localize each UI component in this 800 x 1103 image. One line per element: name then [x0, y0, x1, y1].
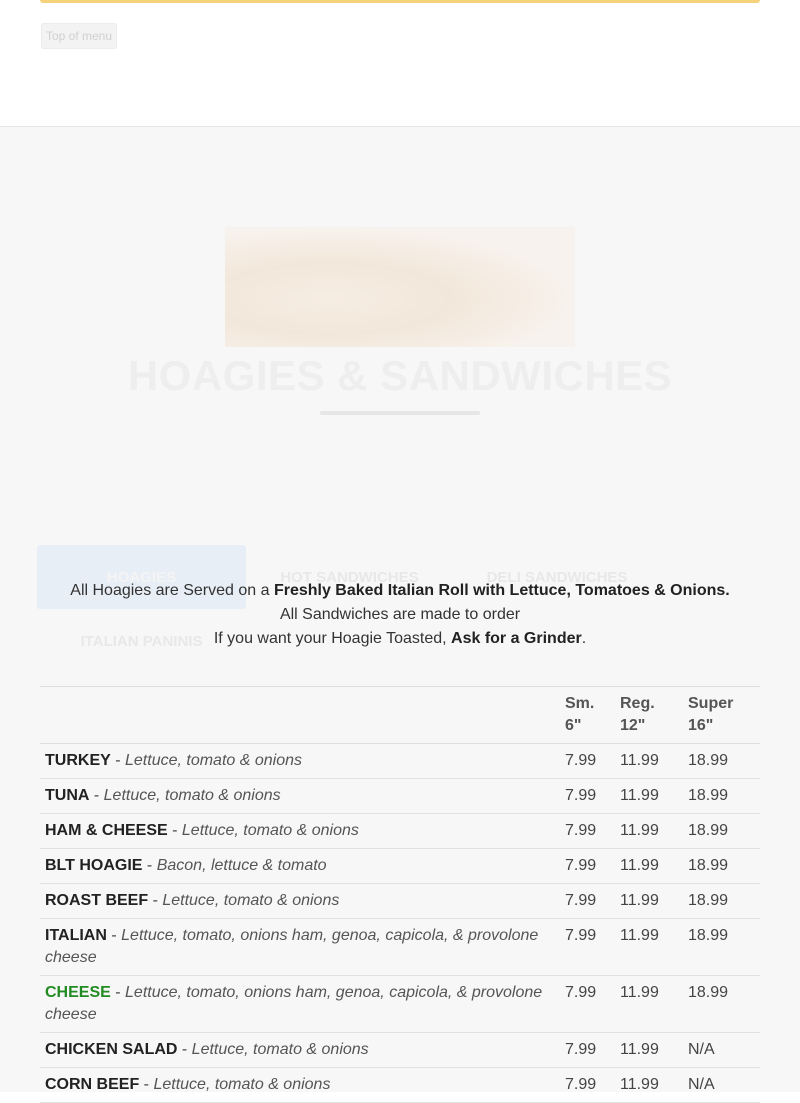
- item-cell: [40, 1033, 560, 1068]
- price-small: 7.99: [560, 884, 615, 919]
- item-name: TUNA: [45, 787, 90, 804]
- table-row: [40, 919, 760, 976]
- price-regular: 11.99: [615, 779, 683, 814]
- price-regular: 11.99: [615, 814, 683, 849]
- item-cell: [40, 814, 560, 849]
- item-separator: -: [142, 857, 157, 874]
- title-divider: [320, 411, 480, 415]
- price-small: 7.99: [560, 849, 615, 884]
- info-line-toasted: [0, 630, 800, 648]
- hero-image: [225, 227, 575, 347]
- item-description: Lettuce, tomato & onions: [191, 1041, 369, 1058]
- column-header-super: Super 16": [683, 687, 760, 744]
- table-row: [40, 884, 760, 919]
- price-super: 18.99: [683, 849, 760, 884]
- tab-hot-sandwiches[interactable]: HOT SANDWICHES: [280, 568, 419, 586]
- price-regular: 11.99: [615, 1068, 683, 1103]
- item-separator: -: [110, 984, 126, 1001]
- item-name: TURKEY: [45, 752, 111, 769]
- info-bold-text: Ask for a Grinder: [451, 630, 582, 647]
- info-text: All Sandwiches are made to order: [279, 606, 521, 623]
- price-super: 18.99: [683, 919, 760, 976]
- item-cell: [40, 976, 560, 1033]
- tab-hoagies[interactable]: HOAGIES: [37, 545, 246, 609]
- item-name: CHICKEN SALAD: [45, 1041, 178, 1058]
- table-header-row: [40, 687, 760, 744]
- price-regular: 11.99: [615, 744, 683, 779]
- item-name: CORN BEEF: [45, 1076, 140, 1093]
- item-description: Lettuce, tomato & onions: [162, 892, 340, 909]
- price-regular: 11.99: [615, 884, 683, 919]
- item-name: ROAST BEEF: [45, 892, 149, 909]
- price-small: 7.99: [560, 1033, 615, 1068]
- table-row: [40, 1068, 760, 1103]
- item-cell: [40, 849, 560, 884]
- price-super: 18.99: [683, 976, 760, 1033]
- info-text: If you want your Hoagie Toasted,: [213, 630, 452, 647]
- item-cell: [40, 919, 560, 976]
- price-super: 18.99: [683, 884, 760, 919]
- price-super: N/A: [683, 1033, 760, 1068]
- item-name: ITALIAN: [45, 927, 107, 944]
- item-separator: -: [139, 1076, 154, 1093]
- item-description: Lettuce, tomato, onions ham, genoa, capicola, & provolone cheese: [45, 927, 539, 966]
- info-text: All Hoagies are Served on a: [70, 582, 274, 599]
- price-small: 7.99: [560, 814, 615, 849]
- item-separator: -: [106, 927, 122, 944]
- info-text: .: [581, 630, 587, 647]
- item-separator: -: [110, 752, 125, 769]
- price-regular: 11.99: [615, 976, 683, 1033]
- column-header-item: [40, 687, 560, 744]
- item-description: Lettuce, tomato & onions: [153, 1076, 331, 1093]
- price-super: 18.99: [683, 779, 760, 814]
- table-row: [40, 849, 760, 884]
- price-small: 7.99: [560, 744, 615, 779]
- item-cell: [40, 779, 560, 814]
- price-super: 18.99: [683, 744, 760, 779]
- item-cell: [40, 744, 560, 779]
- item-description: Lettuce, tomato & onions: [103, 787, 281, 804]
- tab-deli-sandwiches[interactable]: DELI SANDWICHES: [486, 568, 628, 586]
- price-small: 7.99: [560, 919, 615, 976]
- price-super: N/A: [683, 1068, 760, 1103]
- column-header-regular: Reg. 12": [615, 687, 683, 744]
- item-description: Lettuce, tomato, onions ham, genoa, capicola, & provolone cheese: [45, 984, 543, 1023]
- top-accent-bar: [40, 0, 760, 3]
- item-name: CHEESE: [45, 984, 111, 1001]
- item-separator: -: [177, 1041, 192, 1058]
- item-name: BLT HOAGIE: [45, 857, 143, 874]
- item-name: HAM & CHEESE: [45, 822, 168, 839]
- item-separator: -: [167, 822, 182, 839]
- price-regular: 11.99: [615, 1033, 683, 1068]
- table-row: [40, 744, 760, 779]
- item-cell: [40, 884, 560, 919]
- price-small: 7.99: [560, 976, 615, 1033]
- price-small: 7.99: [560, 1068, 615, 1103]
- item-separator: -: [148, 892, 163, 909]
- price-super: 18.99: [683, 814, 760, 849]
- price-regular: 11.99: [615, 849, 683, 884]
- tab-italian-paninis[interactable]: ITALIAN PANINIS: [80, 632, 203, 650]
- item-description: Lettuce, tomato & onions: [125, 752, 302, 769]
- section-title: HOAGIES & SANDWICHES: [127, 352, 673, 399]
- table-row: [40, 1033, 760, 1068]
- price-small: 7.99: [560, 779, 615, 814]
- info-line-roll: [0, 582, 800, 600]
- item-separator: -: [89, 787, 104, 804]
- item-cell: [40, 1068, 560, 1103]
- top-of-menu-button[interactable]: Top of menu: [41, 23, 117, 49]
- table-row: [40, 814, 760, 849]
- item-description: Lettuce, tomato & onions: [181, 822, 359, 839]
- column-header-small: Sm. 6": [560, 687, 615, 744]
- table-row: [40, 976, 760, 1033]
- info-bold-text: Freshly Baked Italian Roll with Lettuce, Tomatoes & Onions.: [273, 582, 730, 599]
- table-row: [40, 779, 760, 814]
- hoagie-price-table: [40, 686, 760, 1103]
- info-line-made-to-order: [0, 606, 800, 624]
- price-regular: 11.99: [615, 919, 683, 976]
- top-strip: [0, 0, 800, 127]
- item-description: Bacon, lettuce & tomato: [156, 857, 327, 874]
